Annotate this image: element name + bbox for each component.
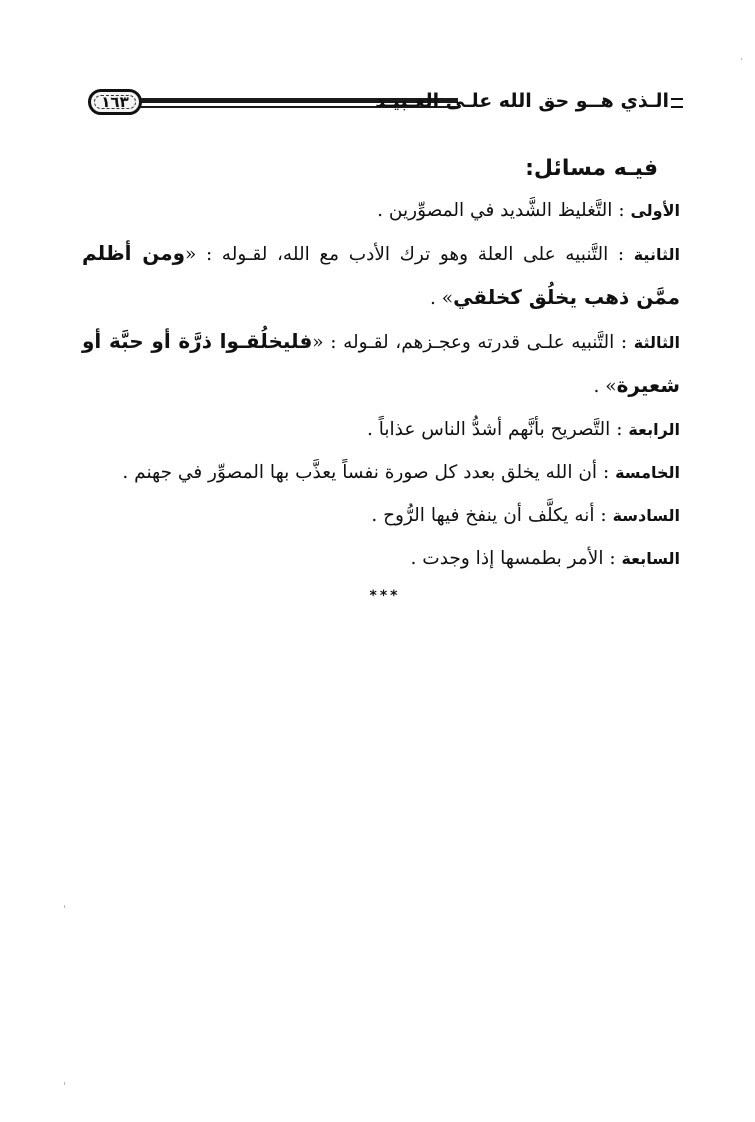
issue-text: : التَّصريح بأنَّهم أشدُّ الناس عذاباً . xyxy=(366,419,623,440)
issue-5 xyxy=(82,451,680,494)
scan-speck xyxy=(64,1082,65,1085)
hadith-quote: ومن أظلم ممَّن ذهب يخلُق كخلقي xyxy=(82,241,680,309)
header-ornament xyxy=(671,98,683,108)
issue-label: الثانية xyxy=(633,245,680,264)
section-separator: *** xyxy=(369,588,401,604)
issue-6 xyxy=(82,494,680,537)
quote-close: » . xyxy=(593,376,617,397)
issue-2 xyxy=(82,232,680,320)
issue-3 xyxy=(82,320,680,408)
issue-label: الأولى xyxy=(630,201,680,220)
page-number: ١٦٣ xyxy=(88,89,142,115)
issue-4 xyxy=(82,408,680,451)
issue-text: : الأمر بطمسها إذا وجدت . xyxy=(410,548,616,569)
page-header xyxy=(88,86,683,124)
issue-text: : أن الله يخلق بعدد كل صورة نفساً يعذَّب بها المصوِّر في جهنم . xyxy=(122,462,610,483)
issue-label: الرابعة xyxy=(628,420,680,439)
running-title: الـذي هــو حق الله علـى العـبيـد xyxy=(375,90,669,112)
quote-close: » . xyxy=(429,288,454,309)
issue-label: السابعة xyxy=(621,549,680,568)
issue-text: : التَّغليظ الشَّديد في المصوِّرين . xyxy=(377,200,625,221)
issue-label: السادسة xyxy=(612,506,680,525)
scan-speck xyxy=(64,905,65,908)
issue-text: : التَّنبيه علـى قدرته وعجـزهم، لقـوله : « xyxy=(312,332,628,353)
issue-label: الخامسة xyxy=(615,463,680,482)
scan-speck xyxy=(741,58,742,60)
issue-7 xyxy=(82,537,680,580)
issue-label: الثالثة xyxy=(633,333,681,352)
issue-text: : التَّنبيه على العلة وهو ترك الأدب مع الله، لقـوله : « xyxy=(185,244,625,265)
page-body xyxy=(82,150,680,604)
issue-1 xyxy=(82,189,680,232)
section-intro: فيـه مسائل: xyxy=(525,156,658,181)
hadith-quote: فليخلُقـوا ذرَّة أو حبَّة أو شعيرة xyxy=(82,329,680,397)
issue-text: : أنه يكلَّف أن ينفخ فيها الرُّوح . xyxy=(371,505,607,526)
